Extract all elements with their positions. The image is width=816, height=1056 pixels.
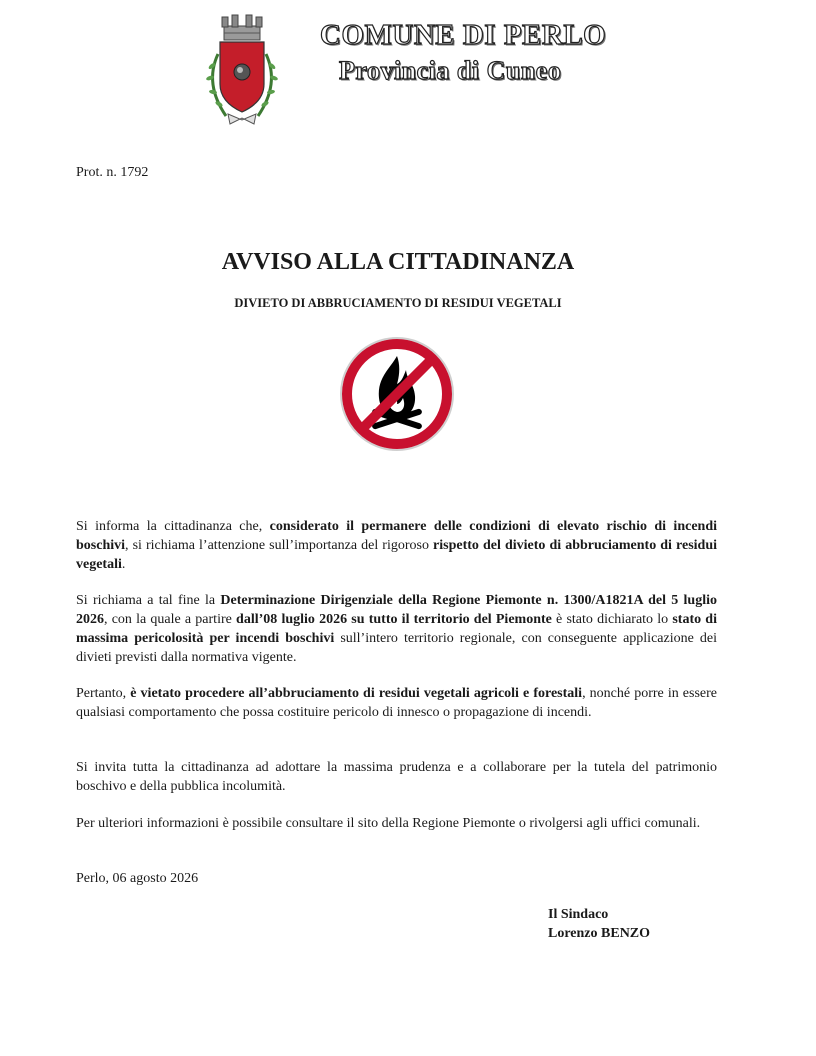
province-title: Provincia di Cuneo [339,56,562,85]
paragraph-prohibition [76,684,717,722]
text-run: Si richiama a tal fine la [76,593,221,608]
notice-subtitle: DIVIETO DI ABBRUCIAMENTO DI RESIDUI VEGETALI [234,296,562,310]
bold-run: è vietato procedere all’abbruciamento di residui vegetali agricoli e forestali [130,686,583,701]
text-run: Pertanto, [76,686,131,701]
coat-of-arms-icon [200,14,284,128]
text-run: , si richiama l’attenzione sull’importanza del rigoroso [125,538,434,553]
text-run: sull’intero territorio regionale, con conseguente applicazione dei divieti previsti dalla normativa vigente. [76,631,718,665]
paragraph-regional-determination [76,591,717,667]
text-run: è stato dichiarato lo [551,612,673,627]
no-fire-sign-icon [337,334,457,454]
place-date: Perlo, 06 agosto 2026 [76,871,199,886]
signature-name: Lorenzo BENZO [548,926,651,941]
bold-run: considerato il permanere delle condizioni di elevato rischio di incendi boschivi [76,519,717,553]
text-run: . [121,557,126,572]
bold-run: dall’08 luglio 2026 su tutto il territorio del Piemonte [236,612,552,627]
bold-run: Determinazione Dirigenziale della Regione Piemonte n. 1300/A1821A del 5 luglio 2026 [76,593,717,627]
bold-run: rispetto del divieto di abbruciamento di residui vegetali [76,538,717,572]
protocol-number: Prot. n. 1792 [76,165,149,180]
paragraph-further-info: Per ulteriori informazioni è possibile consultare il sito della Regione Piemonte o rivolgersi agli uffici comunali. [76,816,701,831]
notice-title: AVVISO ALLA CITTADINANZA [221,249,575,275]
text-run: Si informa la cittadinanza che, [76,519,270,534]
signature-role: Il Sindaco [548,907,609,922]
paragraph-risk-notice [76,517,717,574]
text-run: , nonché porre in essere qualsiasi comportamento che possa costituire pericolo di innesco o propagazione di incendi. [76,686,717,720]
paragraph-invitation: Si invita tutta la cittadinanza ad adottare la massima prudenza e a collaborare per la tutela del patrimonio boschivo e della pubblica incolumità. [76,760,717,794]
signature-block [548,905,650,943]
municipality-title: COMUNE DI PERLO [320,19,607,51]
text-run: , con la quale a partire [104,612,237,627]
bold-run: stato di massima pericolosità per incendi boschivi [76,612,717,646]
